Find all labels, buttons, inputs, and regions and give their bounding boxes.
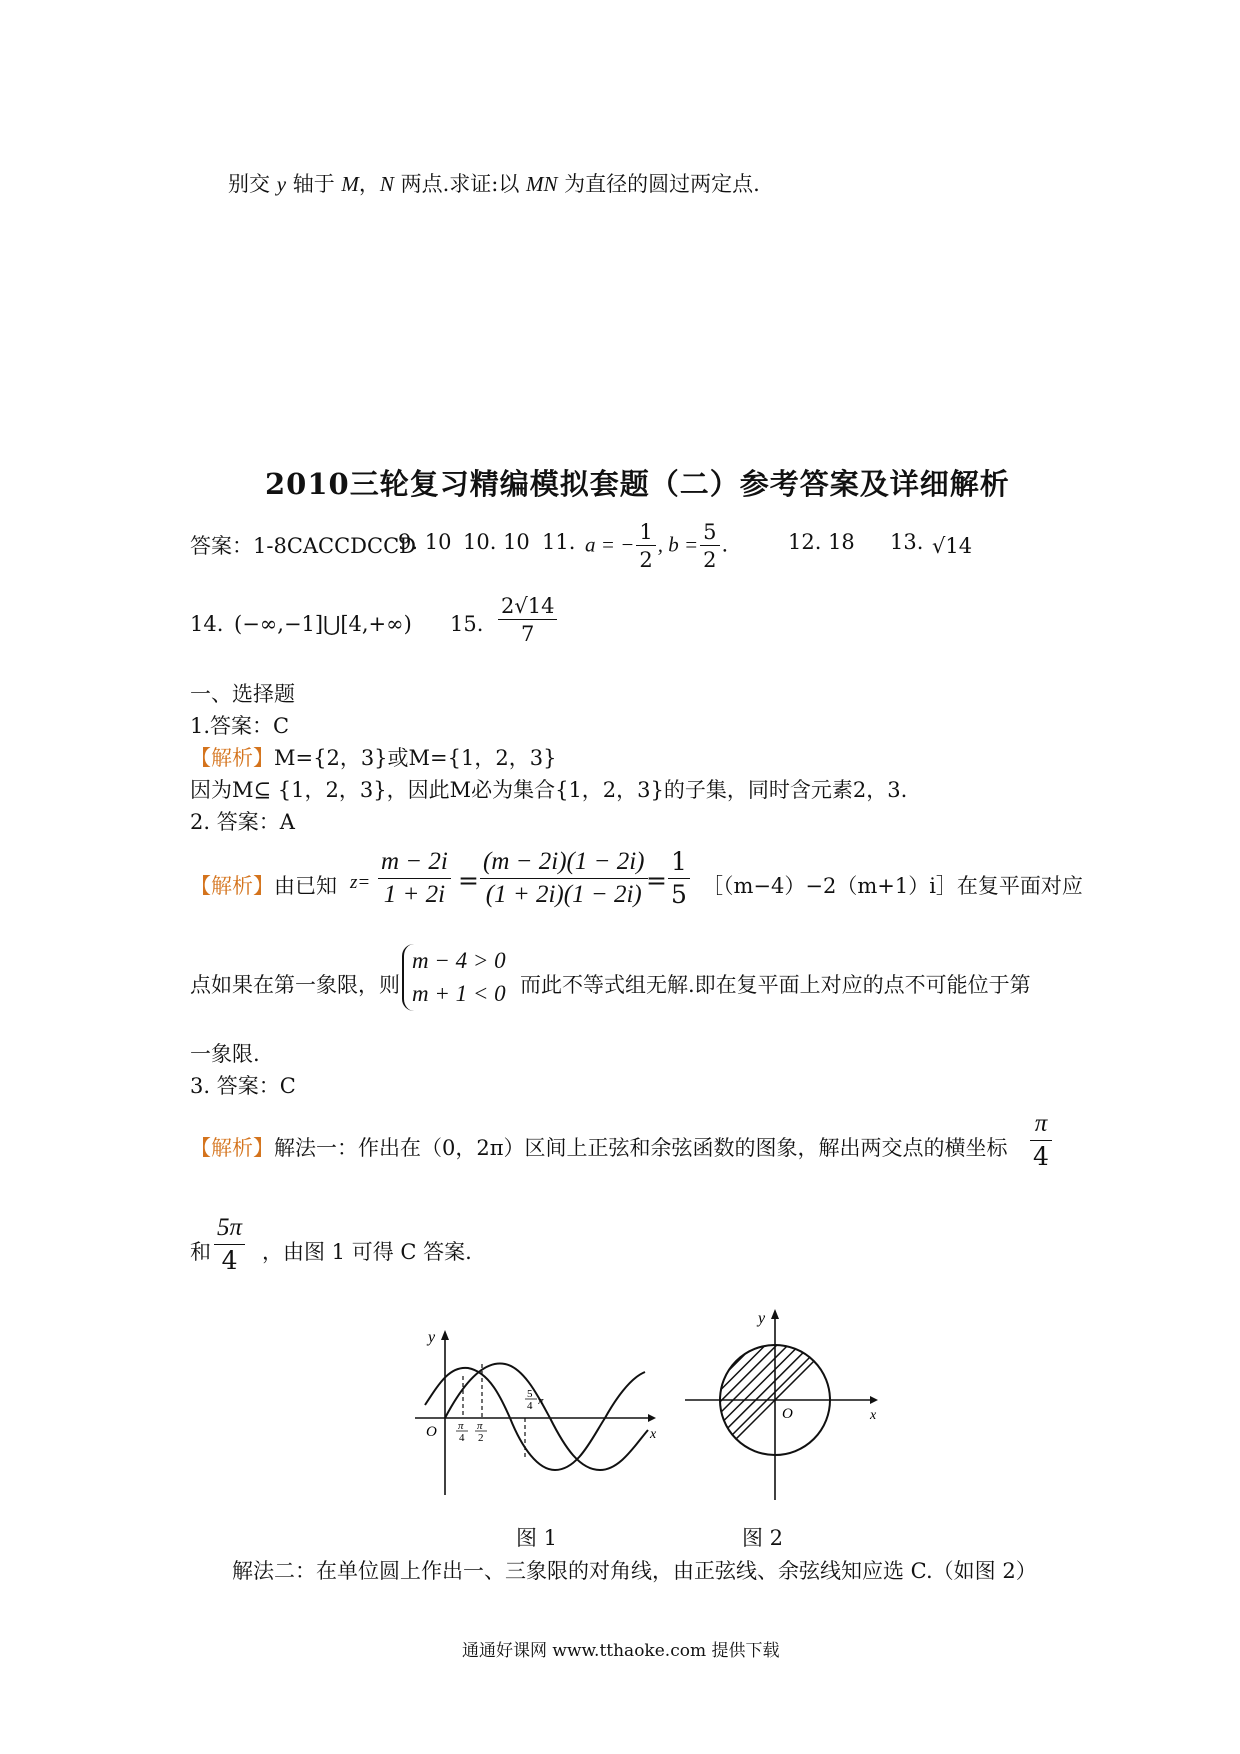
- figure-2-caption: 图 2: [742, 1526, 784, 1550]
- figure-1-sine-cosine: [410, 1320, 660, 1500]
- q3-method2: 解法二：在单位圆上作出一、三象限的对角线，由正弦线、余弦线知应选 C.（如图 2）: [232, 1559, 1037, 1583]
- fig2-x-axis-arrow: [870, 1396, 878, 1404]
- answer-lead: 答案：1-8CACCDCCD: [190, 534, 416, 558]
- page-title: 2010三轮复习精编模拟套题（二）参考答案及详细解析: [265, 467, 1010, 501]
- answer-11: a = − $\frac{1}{2}$ , b = $\frac{5}{2}$ .: [585, 520, 729, 573]
- tick-5pi-4-num: 5: [527, 1388, 533, 1400]
- answer-14: (−∞,−1]⋃[4,+∞): [234, 612, 412, 636]
- figure-2-unit-circle: [680, 1305, 890, 1505]
- fig2-y-label: y: [758, 1310, 766, 1327]
- q2-answer: 2. 答案：A: [190, 810, 295, 834]
- q1-answer: 1.答案：C: [190, 714, 290, 738]
- analysis-tag: 【解析】: [190, 874, 274, 898]
- var-y: y: [276, 172, 287, 196]
- var-m: M: [341, 172, 359, 196]
- answer-13: √14: [932, 534, 973, 558]
- q1-analysis-line2: 因为M⊆ {1，2，3}，因此M必为集合{1，2，3}的子集，同时含元素2，3.: [190, 778, 908, 802]
- figure-1-caption: 图 1: [516, 1526, 558, 1550]
- cosine-curve: [425, 1368, 645, 1470]
- answer-15: $\frac{2√14}{7}$: [498, 594, 557, 646]
- footer: 通通好课网 www.tthaoke.com 提供下载: [462, 1641, 780, 1661]
- fraction-5pi-4: $\frac{5\pi}{4}$: [214, 1214, 245, 1276]
- tick-5pi-4-pi: π: [538, 1395, 544, 1407]
- fig1-y-label: y: [428, 1329, 436, 1346]
- tick-pi-4-den: 4: [459, 1432, 465, 1444]
- fig2-origin: O: [782, 1406, 793, 1422]
- analysis-tag: 【解析】: [190, 1136, 274, 1160]
- fig1-origin: O: [426, 1424, 437, 1440]
- tick-pi-2-den: 2: [478, 1432, 484, 1444]
- q1-analysis-line1: 【解析】M={2，3}或M={1，2，3}: [190, 746, 557, 770]
- x-axis-arrow: [648, 1414, 656, 1422]
- fraction-b: $\frac{5}{2}$: [700, 520, 719, 572]
- fraction-a: $\frac{1}{2}$: [636, 520, 655, 572]
- q2-analysis-line3: 一象限.: [190, 1042, 260, 1066]
- answer-13-label: 13.: [890, 530, 924, 554]
- fraction-pi-4: $\frac{\pi}{4}$: [1030, 1110, 1052, 1172]
- tick-5pi-4-den: 4: [527, 1400, 533, 1412]
- q3-answer: 3. 答案：C: [190, 1074, 296, 1098]
- tick-pi-4-num: π: [458, 1420, 464, 1432]
- fig2-y-axis-arrow: [771, 1309, 779, 1319]
- fraction-z3: $\frac{1}{5}$: [668, 848, 690, 910]
- var-mn: MN: [526, 172, 558, 196]
- analysis-tag: 【解析】: [190, 746, 274, 770]
- inequality-system: m − 4 > 0 m + 1 < 0: [402, 944, 506, 1011]
- tick-pi-2-num: π: [477, 1420, 483, 1432]
- section-title: 一、选择题: [190, 682, 295, 706]
- fig1-x-label: x: [650, 1427, 657, 1442]
- answer-11-label: 11.: [542, 530, 576, 554]
- y-axis-arrow: [441, 1330, 449, 1340]
- answer-12: 12. 18: [788, 530, 855, 554]
- fraction-z1: $\frac{m - 2i}{1 + 2i}$: [378, 848, 451, 910]
- fig2-x-label: x: [870, 1408, 877, 1423]
- answer-14-label: 14.: [190, 612, 224, 636]
- answer-15-label: 15.: [450, 612, 484, 636]
- sine-curve: [445, 1363, 648, 1470]
- fraction-z2: $\frac{(m - 2i)(1 - 2i)}{(1 + 2i)(1 - 2i)}$: [480, 848, 648, 910]
- answer-10: 10. 10: [463, 530, 530, 554]
- var-n: N: [379, 172, 394, 196]
- top-line: 别交 y 轴于 M，N 两点.求证:以 MN 为直径的圆过两定点.: [228, 172, 760, 196]
- answer-9: 9. 10: [398, 530, 452, 554]
